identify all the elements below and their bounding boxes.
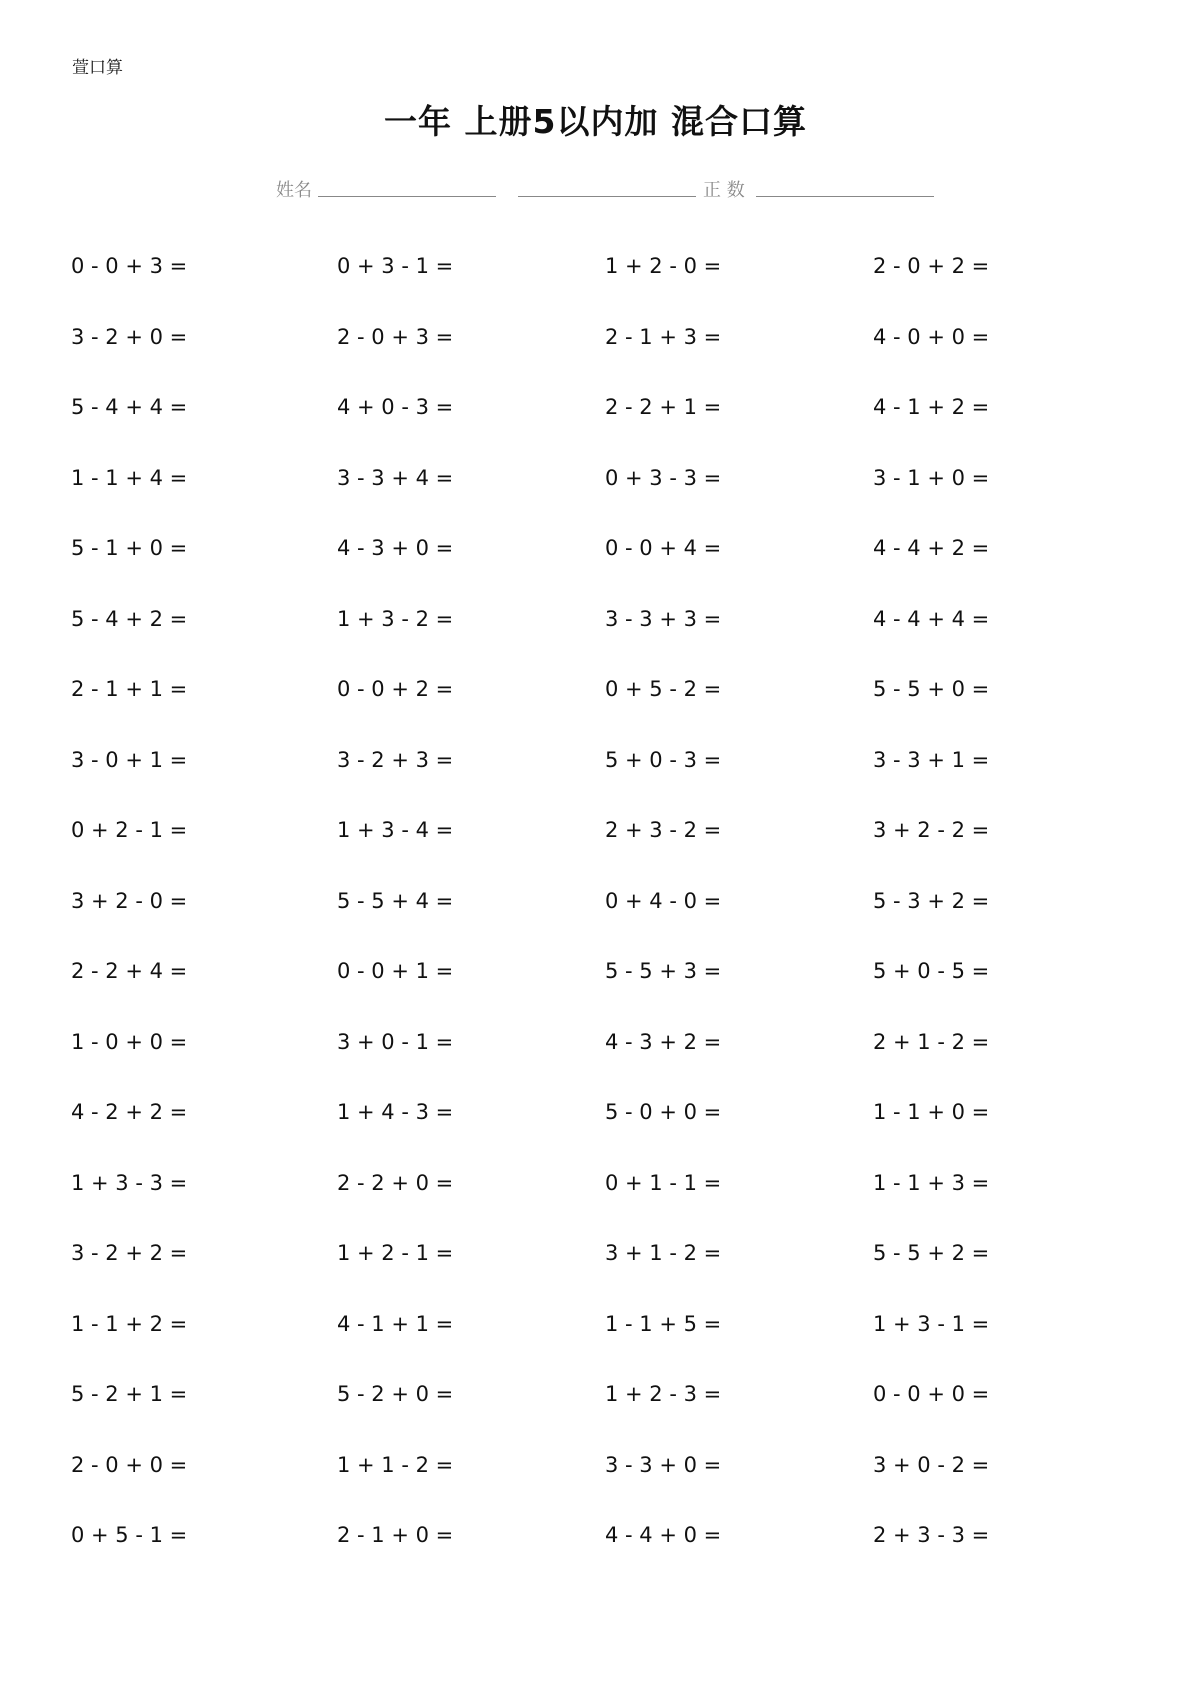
score-label: 正 数 [703, 180, 745, 201]
problem-item: 1 - 1 + 3 = [873, 1171, 990, 1195]
problem-item: 1 + 4 - 3 = [337, 1100, 454, 1124]
problem-item: 4 - 4 + 4 = [873, 607, 990, 631]
problem-item: 3 + 1 - 2 = [605, 1241, 722, 1265]
problem-item: 0 + 1 - 1 = [605, 1171, 722, 1195]
problem-item: 3 + 2 - 2 = [873, 818, 990, 842]
problem-item: 0 + 5 - 1 = [71, 1523, 188, 1547]
problem-item: 5 - 2 + 1 = [71, 1382, 188, 1406]
problem-item: 4 - 3 + 2 = [605, 1030, 722, 1054]
problem-item: 5 - 1 + 0 = [71, 536, 188, 560]
problem-item: 5 - 5 + 0 = [873, 677, 990, 701]
problem-item: 2 - 1 + 1 = [71, 677, 188, 701]
problem-item: 1 + 3 - 4 = [337, 818, 454, 842]
problem-item: 5 - 2 + 0 = [337, 1382, 454, 1406]
problem-item: 2 - 2 + 1 = [605, 395, 722, 419]
problem-item: 0 + 5 - 2 = [605, 677, 722, 701]
problem-item: 3 - 1 + 0 = [873, 466, 990, 490]
problem-item: 3 - 2 + 2 = [71, 1241, 188, 1265]
problem-item: 4 + 0 - 3 = [337, 395, 454, 419]
header-label: 萱口算 [72, 58, 123, 78]
problem-item: 0 + 3 - 1 = [337, 254, 454, 278]
problem-item: 1 + 1 - 2 = [337, 1453, 454, 1477]
problem-item: 4 - 3 + 0 = [337, 536, 454, 560]
problem-item: 0 + 3 - 3 = [605, 466, 722, 490]
problem-item: 2 - 0 + 3 = [337, 325, 454, 349]
problem-item: 4 - 4 + 2 = [873, 536, 990, 560]
problem-item: 4 - 1 + 1 = [337, 1312, 454, 1336]
problem-item: 1 + 3 - 2 = [337, 607, 454, 631]
problem-item: 0 + 2 - 1 = [71, 818, 188, 842]
problem-item: 5 - 5 + 4 = [337, 889, 454, 913]
problem-item: 0 - 0 + 2 = [337, 677, 454, 701]
problem-item: 3 - 3 + 0 = [605, 1453, 722, 1477]
problem-item: 1 - 1 + 0 = [873, 1100, 990, 1124]
problem-item: 2 + 3 - 3 = [873, 1523, 990, 1547]
problem-item: 3 - 0 + 1 = [71, 748, 188, 772]
problem-item: 2 - 2 + 4 = [71, 959, 188, 983]
problem-item: 5 - 5 + 2 = [873, 1241, 990, 1265]
problem-item: 1 + 3 - 3 = [71, 1171, 188, 1195]
problem-item: 5 - 3 + 2 = [873, 889, 990, 913]
problem-item: 0 + 4 - 0 = [605, 889, 722, 913]
problem-item: 1 - 1 + 2 = [71, 1312, 188, 1336]
problem-item: 4 - 4 + 0 = [605, 1523, 722, 1547]
problem-item: 5 + 0 - 5 = [873, 959, 990, 983]
problem-item: 2 + 1 - 2 = [873, 1030, 990, 1054]
name-label: 姓名 [276, 180, 312, 201]
problem-item: 4 - 2 + 2 = [71, 1100, 188, 1124]
problem-item: 3 - 3 + 3 = [605, 607, 722, 631]
problem-item: 0 - 0 + 4 = [605, 536, 722, 560]
problem-item: 3 - 2 + 3 = [337, 748, 454, 772]
problem-item: 2 - 0 + 2 = [873, 254, 990, 278]
problem-item: 5 - 0 + 0 = [605, 1100, 722, 1124]
problem-item: 1 + 2 - 3 = [605, 1382, 722, 1406]
problem-item: 5 - 4 + 4 = [71, 395, 188, 419]
problem-item: 3 - 3 + 1 = [873, 748, 990, 772]
problem-item: 4 - 1 + 2 = [873, 395, 990, 419]
problem-item: 2 - 0 + 0 = [71, 1453, 188, 1477]
problem-item: 2 + 3 - 2 = [605, 818, 722, 842]
problem-item: 3 + 0 - 2 = [873, 1453, 990, 1477]
page-title: 一年 上册5以内加 混合口算 [384, 102, 807, 141]
problem-item: 2 - 2 + 0 = [337, 1171, 454, 1195]
problem-item: 1 + 3 - 1 = [873, 1312, 990, 1336]
problem-item: 4 - 0 + 0 = [873, 325, 990, 349]
problem-item: 5 - 5 + 3 = [605, 959, 722, 983]
problem-item: 1 + 2 - 1 = [337, 1241, 454, 1265]
problem-item: 3 + 0 - 1 = [337, 1030, 454, 1054]
problem-item: 3 - 2 + 0 = [71, 325, 188, 349]
problem-item: 2 - 1 + 3 = [605, 325, 722, 349]
problem-item: 0 - 0 + 3 = [71, 254, 188, 278]
problem-item: 1 - 1 + 5 = [605, 1312, 722, 1336]
problem-item: 3 - 3 + 4 = [337, 466, 454, 490]
problem-item: 3 + 2 - 0 = [71, 889, 188, 913]
problem-item: 5 - 4 + 2 = [71, 607, 188, 631]
problem-item: 0 - 0 + 0 = [873, 1382, 990, 1406]
problem-item: 1 - 0 + 0 = [71, 1030, 188, 1054]
problem-item: 0 - 0 + 1 = [337, 959, 454, 983]
problem-item: 1 - 1 + 4 = [71, 466, 188, 490]
problem-item: 2 - 1 + 0 = [337, 1523, 454, 1547]
problem-item: 1 + 2 - 0 = [605, 254, 722, 278]
problem-item: 5 + 0 - 3 = [605, 748, 722, 772]
